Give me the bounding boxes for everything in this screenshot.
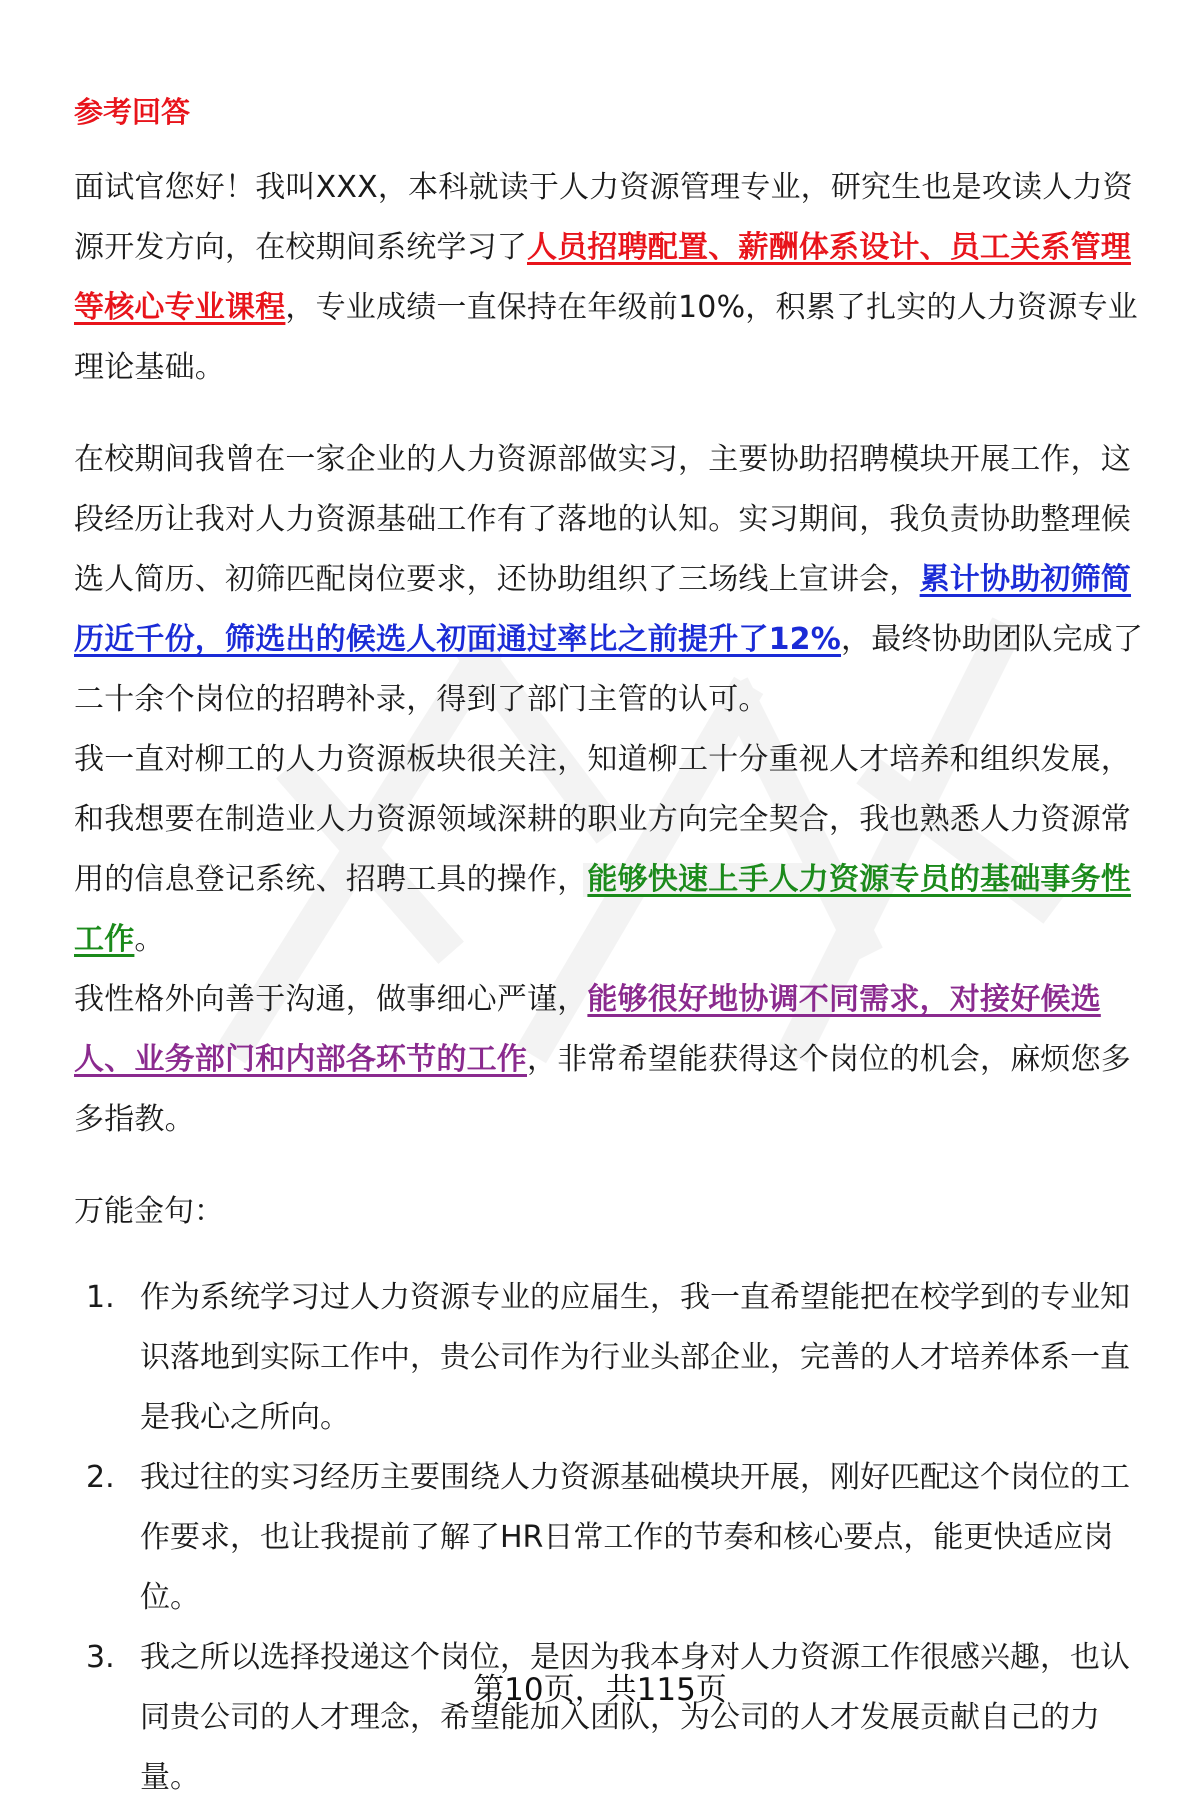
highlight-achievement: 累计协助初筛简历近千份，筛选出的候选人初面通过率比之前提升了12% <box>74 562 1132 657</box>
list-text: 我之所以选择投递这个岗位，是因为我本身对人力资源工作很感兴趣，也认同贵公司的人才理念，希望能加入团队，为公司的人才发展贡献自己的力量。 <box>140 1640 1130 1795</box>
highlight-coordination: 能够很好地协调不同需求，对接好候选人、业务部门和内部各环节的工作 <box>74 982 1101 1077</box>
list-number: 2. <box>86 1460 115 1495</box>
main-content <box>74 92 1146 1808</box>
list-text: 我过往的实习经历主要围绕人力资源基础模块开展，刚好匹配这个岗位的工作要求，也让我提前了解了HR日常工作的节奏和核心要点，能更快适应岗位。 <box>140 1460 1130 1615</box>
golden-sentences-title: 万能金句： <box>74 1194 224 1229</box>
list-item <box>74 1448 1146 1628</box>
list-item <box>74 1628 1146 1808</box>
highlight-skills: 能够快速上手人力资源专员的基础事务性工作 <box>74 862 1132 957</box>
paragraph-text: ，专业成绩一直保持在年级前10%，积累了扎实的人力资源专业理论基础。 <box>74 290 1138 385</box>
paragraph-text: ，最终协助团队完成了二十余个岗位的招聘补录，得到了部门主管的认可。 <box>74 622 1144 717</box>
page-number-footer: 第10页，共115页 <box>473 1672 727 1708</box>
list-number: 1. <box>86 1280 115 1315</box>
reference-answer-heading: 参考回答 <box>74 95 191 129</box>
list-number: 3. <box>86 1640 115 1675</box>
golden-sentences-list <box>74 1268 1146 1808</box>
paragraph-text: ，非常希望能获得这个岗位的机会，麻烦您多多指教。 <box>74 1042 1131 1137</box>
paragraph-education <box>74 158 1146 398</box>
highlight-courses: 人员招聘配置、薪酬体系设计、员工关系管理等核心专业课程 <box>74 230 1131 325</box>
paragraph-text: 面试官您好！我叫XXX，本科就读于人力资源管理专业，研究生也是攻读人力资源开发方向，在校期间系统学习了 <box>74 170 1133 265</box>
paragraph-text: 在校期间我曾在一家企业的人力资源部做实习，主要协助招聘模块开展工作，这段经历让我对人力资源基础工作有了落地的认知。实习期间，我负责协助整理候选人简历、初筛匹配岗位要求，还协助组织了三场线上宣讲会， <box>74 442 1131 597</box>
list-text: 作为系统学习过人力资源专业的应届生，我一直希望能把在校学到的专业知识落地到实际工作中，贵公司作为行业头部企业，完善的人才培养体系一直是我心之所向。 <box>140 1280 1130 1435</box>
paragraph-text: 我性格外向善于沟通，做事细心严谨， <box>74 982 588 1017</box>
paragraph-internship <box>74 430 1146 730</box>
paragraph-personality <box>74 970 1146 1150</box>
paragraph-company-fit <box>74 730 1146 970</box>
list-item <box>74 1268 1146 1448</box>
paragraph-text: 我一直对柳工的人力资源板块很关注，知道柳工十分重视人才培养和组织发展，和我想要在制造业人力资源领域深耕的职业方向完全契合，我也熟悉人力资源常用的信息登记系统、招聘工具的操作， <box>74 742 1131 897</box>
paragraph-text: 。 <box>134 922 165 957</box>
